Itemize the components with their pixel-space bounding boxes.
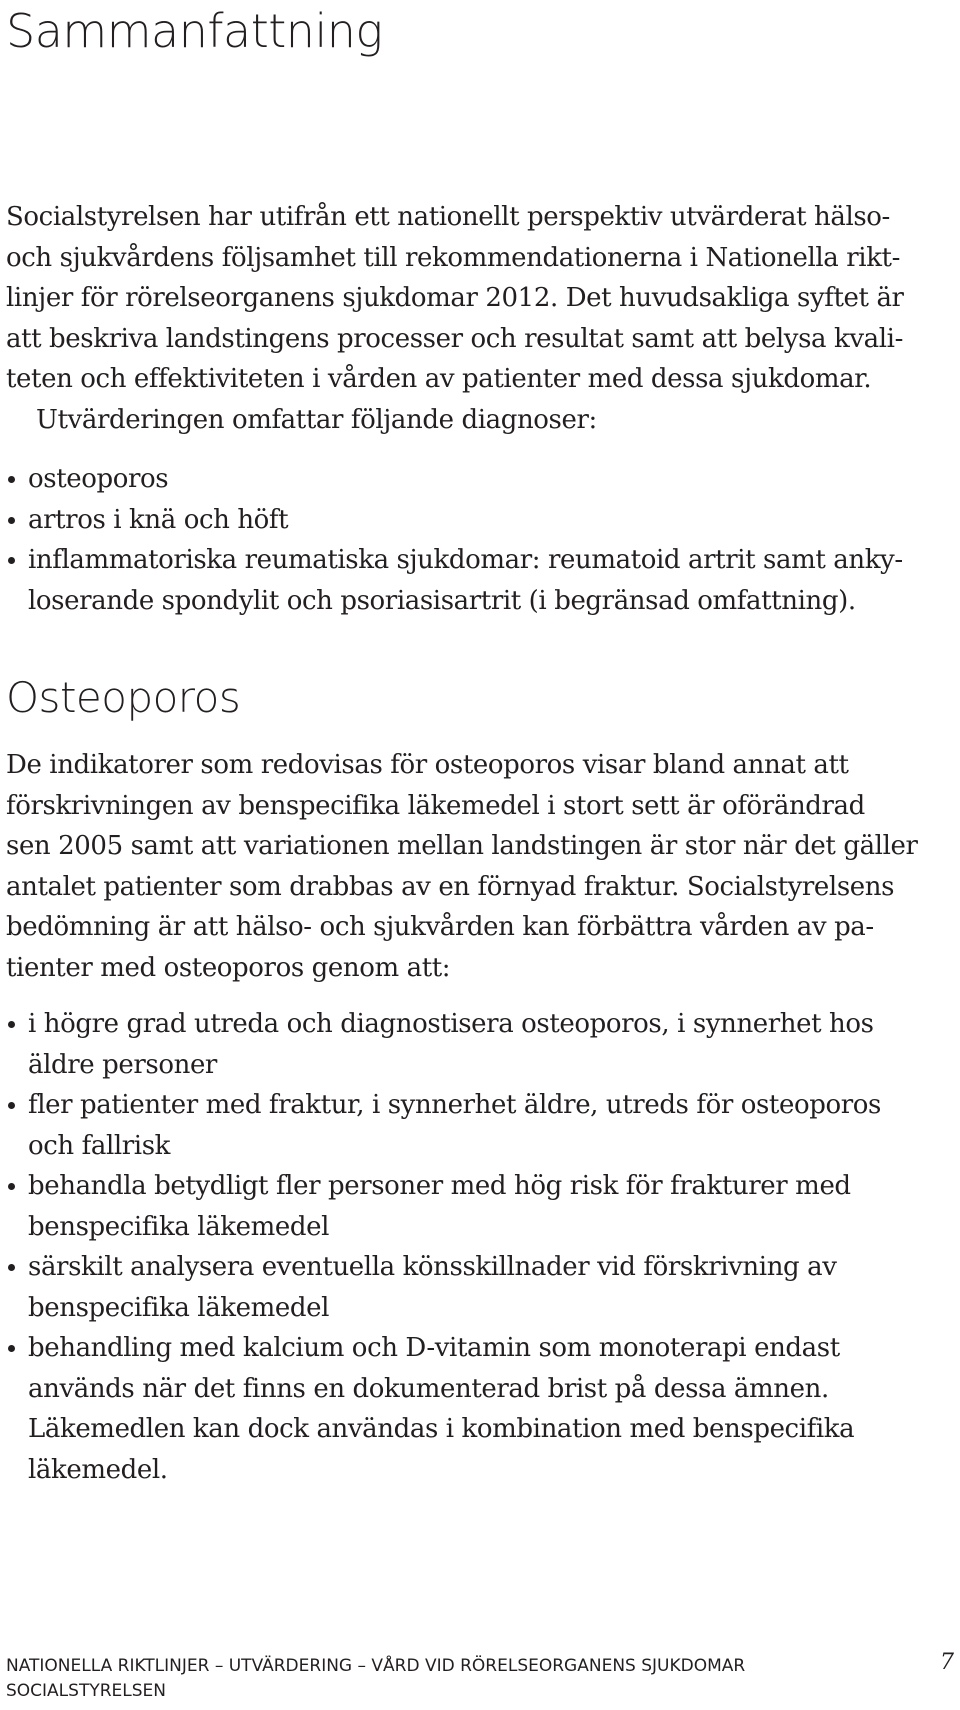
list-item-text: benspecifika läkemedel	[28, 1292, 330, 1323]
text-line: antalet patienter som drabbas av en förnyad fraktur. Socialstyrelsens	[6, 871, 895, 902]
document-page	[6, 0, 954, 1710]
text-line: Socialstyrelsen har utifrån ett nationellt perspektiv utvärderat hälso-	[6, 202, 890, 232]
list-item-text: Läkemedlen kan dock användas i kombination med benspecifika	[28, 1414, 855, 1444]
diagnoses-list	[6, 459, 954, 621]
footer-publisher: SOCIALSTYRELSEN	[6, 1681, 166, 1701]
section-heading-osteoporos: Osteoporos	[6, 673, 241, 722]
list-item	[6, 540, 954, 621]
list-item-text: äldre personer	[28, 1049, 217, 1080]
section-heading-sammanfattning: Sammanfattning	[6, 4, 383, 58]
text-line: De indikatorer som redovisas för osteoporos visar bland annat att	[6, 750, 849, 780]
bullet-icon	[8, 557, 15, 564]
scope-line: Utvärderingen omfattar följande diagnoser:	[36, 404, 597, 435]
list-item	[6, 459, 954, 500]
list-item	[6, 1166, 954, 1247]
list-item-text: osteoporos	[28, 464, 169, 494]
bullet-icon	[8, 1183, 15, 1190]
list-item-text: artros i knä och höft	[28, 504, 289, 535]
bullet-icon	[8, 1345, 15, 1352]
osteoporos-paragraph	[6, 745, 954, 988]
list-item-text: i högre grad utreda och diagnostisera osteoporos, i synnerhet hos	[28, 1009, 874, 1039]
text-line: att beskriva landstingens processer och resultat samt att belysa kvali-	[6, 323, 903, 354]
page-footer	[6, 1654, 954, 1704]
list-item-text: inflammatoriska reumatiska sjukdomar: reumatoid artrit samt anky-	[28, 545, 903, 575]
list-item	[6, 1085, 954, 1166]
list-item-text: läkemedel.	[28, 1454, 168, 1485]
bullet-icon	[8, 517, 15, 524]
footer-series-title: NATIONELLA RIKTLINJER – UTVÄRDERING – VÅRD VID RÖRELSEORGANENS SJUKDOMAR	[6, 1656, 746, 1676]
list-item	[6, 1004, 954, 1085]
intro-paragraph	[6, 197, 954, 440]
list-item-text: används när det finns en dokumenterad brist på dessa ämnen.	[28, 1373, 829, 1404]
text-line: tienter med osteoporos genom att:	[6, 952, 451, 983]
bullet-icon	[8, 476, 15, 483]
list-item	[6, 1328, 954, 1490]
list-item	[6, 500, 954, 541]
list-item-text: benspecifika läkemedel	[28, 1211, 330, 1242]
recommendations-list	[6, 1004, 954, 1490]
list-item-text: särskilt analysera eventuella könsskillnader vid förskrivning av	[28, 1252, 837, 1282]
text-line: teten och effektiviteten i vården av patienter med dessa sjukdomar.	[6, 364, 872, 394]
page-number: 7	[940, 1650, 954, 1675]
bullet-icon	[8, 1264, 15, 1271]
text-line: linjer för rörelseorganens sjukdomar 2012. Det huvudsakliga syftet är	[6, 283, 904, 313]
list-item-text: och fallrisk	[28, 1130, 171, 1161]
text-line: sen 2005 samt att variationen mellan landstingen är stor när det gäller	[6, 831, 918, 861]
list-item-text: loserande spondylit och psoriasisartrit (i begränsad omfattning).	[28, 585, 856, 616]
bullet-icon	[8, 1021, 15, 1028]
list-item-text: behandla betydligt fler personer med hög risk för frakturer med	[28, 1171, 851, 1201]
text-line: bedömning är att hälso- och sjukvården kan förbättra vården av pa-	[6, 912, 874, 942]
list-item	[6, 1247, 954, 1328]
list-item-text: behandling med kalcium och D-vitamin som monoterapi endast	[28, 1333, 840, 1363]
text-line: förskrivningen av benspecifika läkemedel i stort sett är oförändrad	[6, 790, 865, 821]
list-item-text: fler patienter med fraktur, i synnerhet äldre, utreds för osteoporos	[28, 1090, 881, 1120]
text-line: och sjukvårdens följsamhet till rekommendationerna i Nationella rikt-	[6, 242, 900, 273]
bullet-icon	[8, 1102, 15, 1109]
